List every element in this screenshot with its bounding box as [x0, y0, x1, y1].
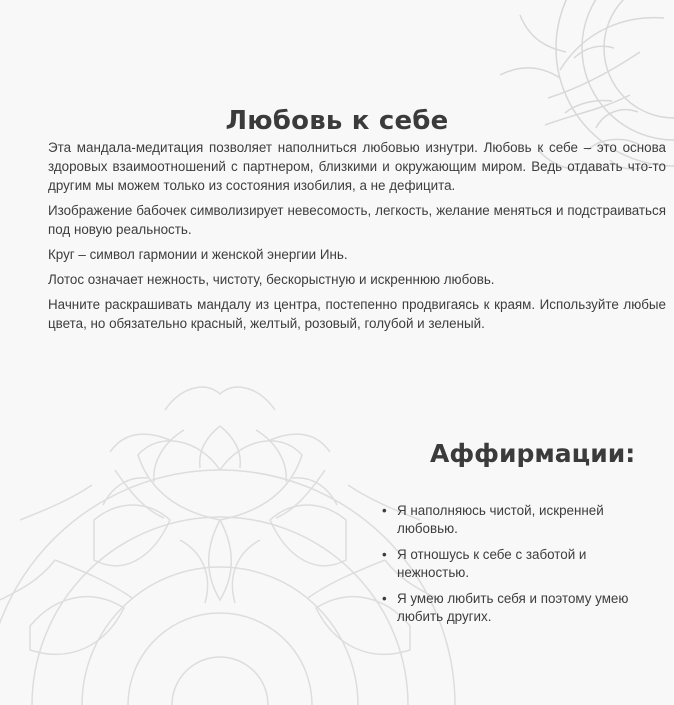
affirmations-list: [382, 502, 650, 634]
intro-paragraph: Начните раскрашивать мандалу из центра, постепенно продвигаясь к краям. Используйте любые цвета, но обязательно красный, желтый, розовый, голубой и зеленый.: [48, 297, 666, 331]
intro-paragraph: Круг – символ гармонии и женской энергии Инь.: [48, 247, 348, 262]
affirmation-text: Я наполняюсь чистой, искренней любовью.: [397, 503, 604, 536]
bullet-icon: •: [382, 547, 387, 562]
page-title: Любовь к себе: [225, 106, 449, 137]
intro-paragraph: Эта мандала-медитация позволяет наполниться любовью изнутри. Любовь к себе – это основа здоровых взаимоотношений с партнером, близкими и окружающим миром. Ведь отдавать что-то другим мы можем только из состояния изобилия, а не дефицита.: [48, 140, 666, 193]
affirmation-item: [382, 502, 650, 538]
bullet-icon: •: [382, 503, 387, 518]
intro-text-block: [48, 138, 666, 339]
affirmations-title: Аффирмации:: [430, 439, 636, 468]
bullet-icon: •: [382, 591, 387, 606]
intro-paragraph: Лотос означает нежность, чистоту, бескорыстную и искреннюю любовь.: [48, 272, 495, 287]
intro-paragraph: Изображение бабочек символизирует невесомость, легкость, желание меняться и подстраиваться под новую реальность.: [48, 203, 666, 237]
affirmation-text: Я умею любить себя и поэтому умею любить других.: [397, 591, 629, 624]
affirmation-item: [382, 590, 650, 626]
affirmation-text: Я отношусь к себе с заботой и нежностью.: [397, 547, 587, 580]
affirmation-item: [382, 546, 650, 582]
